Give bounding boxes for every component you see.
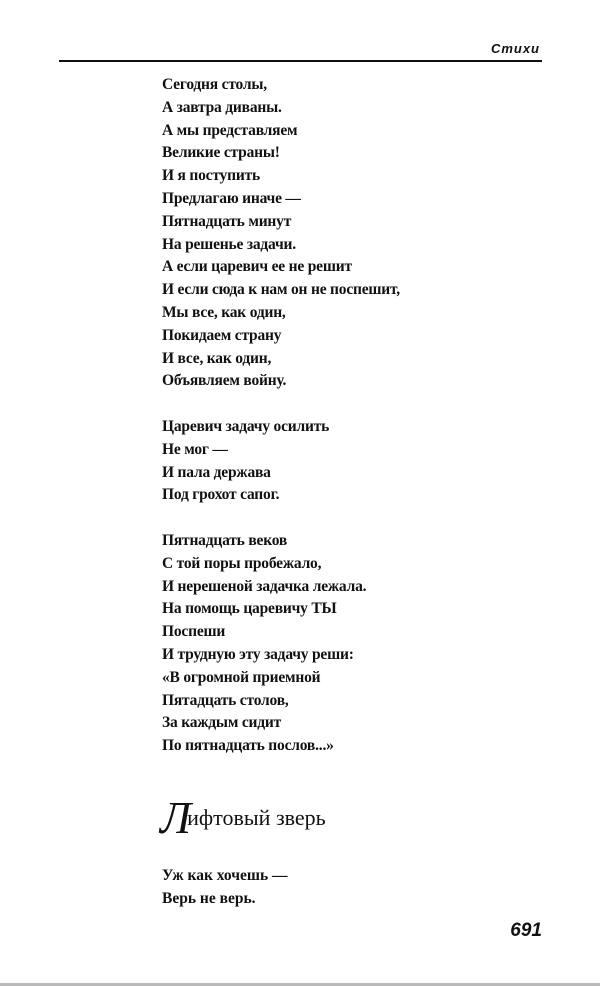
poem-line: Под грохот сапог. bbox=[162, 486, 280, 504]
poem-line: Пятадцать столов, bbox=[162, 691, 289, 709]
title-initial: Л bbox=[160, 792, 192, 843]
poem-line: Уж как хочешь — bbox=[162, 867, 288, 884]
poem bbox=[162, 74, 462, 758]
stanza-3 bbox=[162, 530, 462, 758]
poem-line: И пала держава bbox=[162, 463, 271, 481]
poem-line: Поспеши bbox=[162, 623, 226, 641]
poem-line: А мы представляем bbox=[162, 121, 298, 139]
poem-line: Пятнадцать минут bbox=[162, 212, 292, 230]
header-rule bbox=[59, 60, 542, 62]
section-title bbox=[160, 792, 326, 843]
poem-line: Царевич задачу осилить bbox=[162, 417, 330, 435]
poem-line: На помощь царевичу ТЫ bbox=[162, 600, 337, 618]
poem-line: Великие страны! bbox=[162, 144, 280, 162]
stanza-break bbox=[162, 393, 462, 416]
poem-line: «В огромной приемной bbox=[162, 668, 321, 686]
poem-line: А завтра диваны. bbox=[162, 98, 282, 116]
poem-line: Объявляем войну. bbox=[162, 372, 287, 390]
running-head: Стихи bbox=[490, 41, 540, 56]
stanza-2 bbox=[162, 416, 462, 507]
stanza-break bbox=[162, 507, 462, 530]
poem-line: Предлагаю иначе — bbox=[162, 189, 301, 207]
poem-line: И если сюда к нам он не поспешит, bbox=[162, 281, 400, 299]
poem-line: Не мог — bbox=[162, 440, 228, 458]
poem-line: Верь не верь. bbox=[162, 889, 256, 907]
poem-line: По пятнадцать послов...» bbox=[162, 737, 334, 755]
poem-line: И нерешеной задачка лежала. bbox=[162, 577, 367, 595]
poem-line: С той поры пробежало, bbox=[162, 554, 322, 572]
stanza-1 bbox=[162, 74, 462, 393]
poem-line: И трудную эту задачу реши: bbox=[162, 645, 354, 663]
poem-line: И все, как один, bbox=[162, 349, 272, 367]
poem-line: Покидаем страну bbox=[162, 326, 282, 344]
poem-line: На решенье задачи. bbox=[162, 235, 296, 253]
title-rest: ифтовый зверь bbox=[187, 805, 326, 830]
page-number: 691 bbox=[510, 920, 542, 941]
poem-line: А если царевич ее не решит bbox=[162, 258, 352, 276]
poem-line: И я поступить bbox=[162, 167, 260, 185]
poem-line: Сегодня столы, bbox=[162, 76, 267, 93]
poem-line: За каждым сидит bbox=[162, 714, 282, 732]
poem-line: Мы все, как один, bbox=[162, 303, 286, 321]
section-poem bbox=[162, 865, 288, 911]
poem-line: Пятнадцать веков bbox=[162, 531, 288, 549]
